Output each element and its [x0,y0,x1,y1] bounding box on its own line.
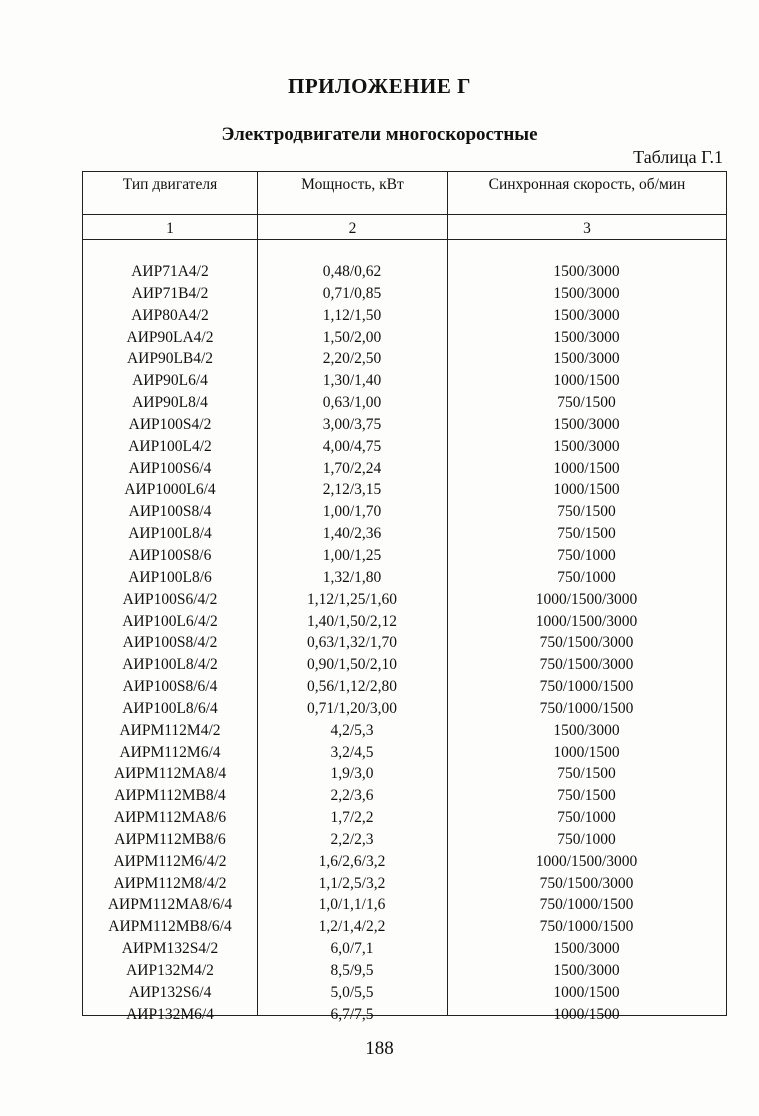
table-row [83,1004,726,1026]
table-row [83,414,726,436]
cell-sync-speed: 1000/1500/3000 [535,852,638,870]
cell-sync-speed: 1000/1500 [553,743,620,761]
cell-motor-type: АИР71В4/2 [131,284,209,302]
cell-power: 1,40/1,50/2,12 [307,612,397,630]
cell-sync-speed: 750/1500/3000 [539,874,634,892]
table-row [83,938,726,960]
table-row [83,873,726,895]
cell-sync-speed: 1000/1500 [553,1005,620,1023]
table-row [83,894,726,916]
cell-motor-type: АИРМ112М6/4 [119,743,221,761]
cell-power: 2,2/3,6 [330,787,374,805]
cell-sync-speed: 750/1500 [557,765,616,783]
cell-power: 1,9/3,0 [330,765,374,783]
table-row [83,807,726,829]
header-divider [83,214,726,215]
cell-sync-speed: 1500/3000 [553,306,620,324]
cell-power: 0,63/1,32/1,70 [307,634,397,652]
cell-power: 2,20/2,50 [322,350,382,368]
cell-motor-type: АИР1000L6/4 [124,481,216,499]
table-row [83,261,726,283]
cell-power: 1,7/2,2 [330,809,374,827]
cell-motor-type: АИР100S8/6/4 [122,678,218,696]
cell-motor-type: АИР71А4/2 [131,263,209,280]
cell-sync-speed: 750/1500 [557,394,616,412]
column-number-3: 3 [583,220,591,237]
table-row [83,829,726,851]
cell-sync-speed: 750/1000 [557,568,616,586]
cell-power: 0,90/1,50/2,10 [307,656,397,674]
column-number-1: 1 [166,220,174,237]
table-row [83,916,726,938]
cell-motor-type: АИР90LА4/2 [126,328,214,346]
cell-sync-speed: 750/1500/3000 [539,634,634,652]
cell-motor-type: АИРМ112МВ8/4 [114,787,226,805]
appendix-title: ПРИЛОЖЕНИЕ Г [287,74,471,98]
cell-motor-type: АИР100L6/4/2 [122,612,218,630]
table-row [83,327,726,349]
cell-power: 6,7/7,5 [330,1005,374,1023]
cell-power: 1,00/1,70 [322,503,382,521]
column-number-divider [83,239,726,240]
cell-motor-type: АИР100L8/6/4 [122,699,218,717]
cell-power: 1,12/1,50 [322,306,382,324]
cell-sync-speed: 750/1500 [557,787,616,805]
cell-motor-type: АИРМ132S4/2 [121,940,219,958]
cell-motor-type: АИР100S8/4 [128,503,212,521]
cell-motor-type: АИРМ112М4/2 [119,721,221,739]
header-sync-speed: Синхронная скорость, об/мин [488,176,686,193]
table-row [83,501,726,523]
cell-sync-speed: 1500/3000 [553,437,620,455]
cell-motor-type: АИР100S6/4 [128,459,212,477]
cell-sync-speed: 750/1000/1500 [539,918,634,936]
cell-power: 3,00/3,75 [322,415,382,433]
cell-sync-speed: 1500/3000 [553,284,620,302]
cell-power: 0,48/0,62 [322,263,382,280]
cell-power: 1,32/1,80 [322,568,382,586]
table-row [83,851,726,873]
table-row [83,676,726,698]
cell-power: 1,00/1,25 [322,546,382,564]
cell-sync-speed: 1500/3000 [553,721,620,739]
cell-power: 4,2/5,3 [330,721,374,739]
table-row [83,392,726,414]
cell-motor-type: АИРМ112МВ8/6/4 [108,918,232,936]
table-row [83,763,726,785]
cell-power: 8,5/9,5 [330,962,374,979]
table-row [83,785,726,807]
header-motor-type: Тип двигателя [122,176,218,193]
cell-power: 0,71/0,85 [322,284,382,302]
table-row [83,720,726,742]
cell-sync-speed: 750/1000/1500 [539,896,634,914]
cell-sync-speed: 750/1000/1500 [539,699,634,717]
cell-sync-speed: 1000/1500 [553,481,620,499]
cell-power: 1,40/2,36 [322,525,382,543]
cell-power: 1,0/1,1/1,6 [318,896,386,914]
cell-sync-speed: 1000/1500 [553,983,620,1001]
cell-motor-type: АИР100S4/2 [128,415,212,433]
motor-table [82,171,727,1023]
cell-power: 1,70/2,24 [322,459,382,477]
cell-motor-type: АИР90LВ4/2 [126,350,214,368]
table-row [83,589,726,611]
cell-motor-type: АИРМ112МА8/6 [113,809,227,827]
cell-power: 1,30/1,40 [322,372,382,390]
cell-power: 3,2/4,5 [330,743,374,761]
cell-sync-speed: 1500/3000 [553,962,620,979]
cell-power: 1,2/1,4/2,2 [318,918,386,936]
cell-motor-type: АИР100L8/4/2 [122,656,218,674]
cell-power: 0,63/1,00 [322,394,382,412]
cell-sync-speed: 1000/1500/3000 [535,612,638,630]
table-row [83,523,726,545]
header-power: Мощность, кВт [301,176,404,193]
cell-power: 2,12/3,15 [322,481,382,499]
table-row [83,545,726,567]
cell-motor-type: АИР100L4/2 [128,437,212,455]
cell-power: 1,50/2,00 [322,328,382,346]
cell-sync-speed: 750/1000/1500 [539,678,634,696]
cell-motor-type: АИР90L6/4 [132,372,208,390]
cell-sync-speed: 750/1000 [557,830,616,848]
cell-sync-speed: 1000/1500 [553,372,620,390]
cell-sync-speed: 750/1500/3000 [539,656,634,674]
column-number-2: 2 [348,220,357,237]
cell-motor-type: АИР80А4/2 [131,306,209,324]
cell-sync-speed: 1500/3000 [553,940,620,958]
cell-motor-type: АИРМ112МА8/4 [113,765,227,783]
cell-motor-type: АИР100L8/6 [128,568,212,586]
cell-motor-type: АИРМ112МВ8/6 [114,830,226,848]
cell-motor-type: АИР132М4/2 [126,962,214,979]
cell-sync-speed: 1500/3000 [553,328,620,346]
table-row [83,654,726,676]
table-row [83,479,726,501]
cell-motor-type: АИР132М6/4 [126,1005,214,1023]
table-row [83,632,726,654]
cell-power: 0,56/1,12/2,80 [307,678,397,696]
table-row [83,348,726,370]
cell-motor-type: АИР100S8/4/2 [122,634,218,652]
table-row [83,698,726,720]
cell-motor-type: АИР100L8/4 [128,525,212,543]
cell-sync-speed: 750/1000 [557,809,616,827]
cell-motor-type: АИР90L8/4 [132,394,208,412]
cell-sync-speed: 1000/1500/3000 [535,590,638,608]
cell-sync-speed: 1500/3000 [553,415,620,433]
table-row [83,436,726,458]
cell-sync-speed: 750/1500 [557,525,616,543]
table-row [83,982,726,1004]
cell-power: 5,0/5,5 [330,983,374,1001]
cell-power: 4,00/4,75 [322,437,382,455]
cell-power: 1,1/2,5/3,2 [318,874,386,892]
cell-power: 0,71/1,20/3,00 [307,699,397,717]
table-row [83,742,726,764]
table-row [83,370,726,392]
cell-power: 1,12/1,25/1,60 [307,590,397,608]
table-row [83,458,726,480]
cell-sync-speed: 1500/3000 [553,350,620,368]
cell-motor-type: АИРМ112М6/4/2 [113,852,227,870]
table-row [83,305,726,327]
table-label: Таблица Г.1 [633,147,723,167]
cell-motor-type: АИР132S6/4 [128,983,212,1001]
cell-sync-speed: 1500/3000 [553,263,620,280]
cell-sync-speed: 750/1500 [557,503,616,521]
cell-sync-speed: 1000/1500 [553,459,620,477]
page-number: 188 [365,1038,394,1059]
table-row [83,960,726,982]
cell-motor-type: АИР100S6/4/2 [122,590,218,608]
cell-power: 2,2/2,3 [330,830,374,848]
cell-motor-type: АИРМ112М8/4/2 [113,874,227,892]
table-row [83,567,726,589]
table-row [83,283,726,305]
cell-motor-type: АИР100S8/6 [128,546,212,564]
cell-motor-type: АИРМ112МА8/6/4 [107,896,233,914]
cell-sync-speed: 750/1000 [557,546,616,564]
cell-power: 1,6/2,6/3,2 [318,852,386,870]
section-title: Электродвигатели многоскоростные [221,124,538,145]
table-body [83,261,726,1026]
cell-power: 6,0/7,1 [330,940,374,958]
table-row [83,611,726,633]
